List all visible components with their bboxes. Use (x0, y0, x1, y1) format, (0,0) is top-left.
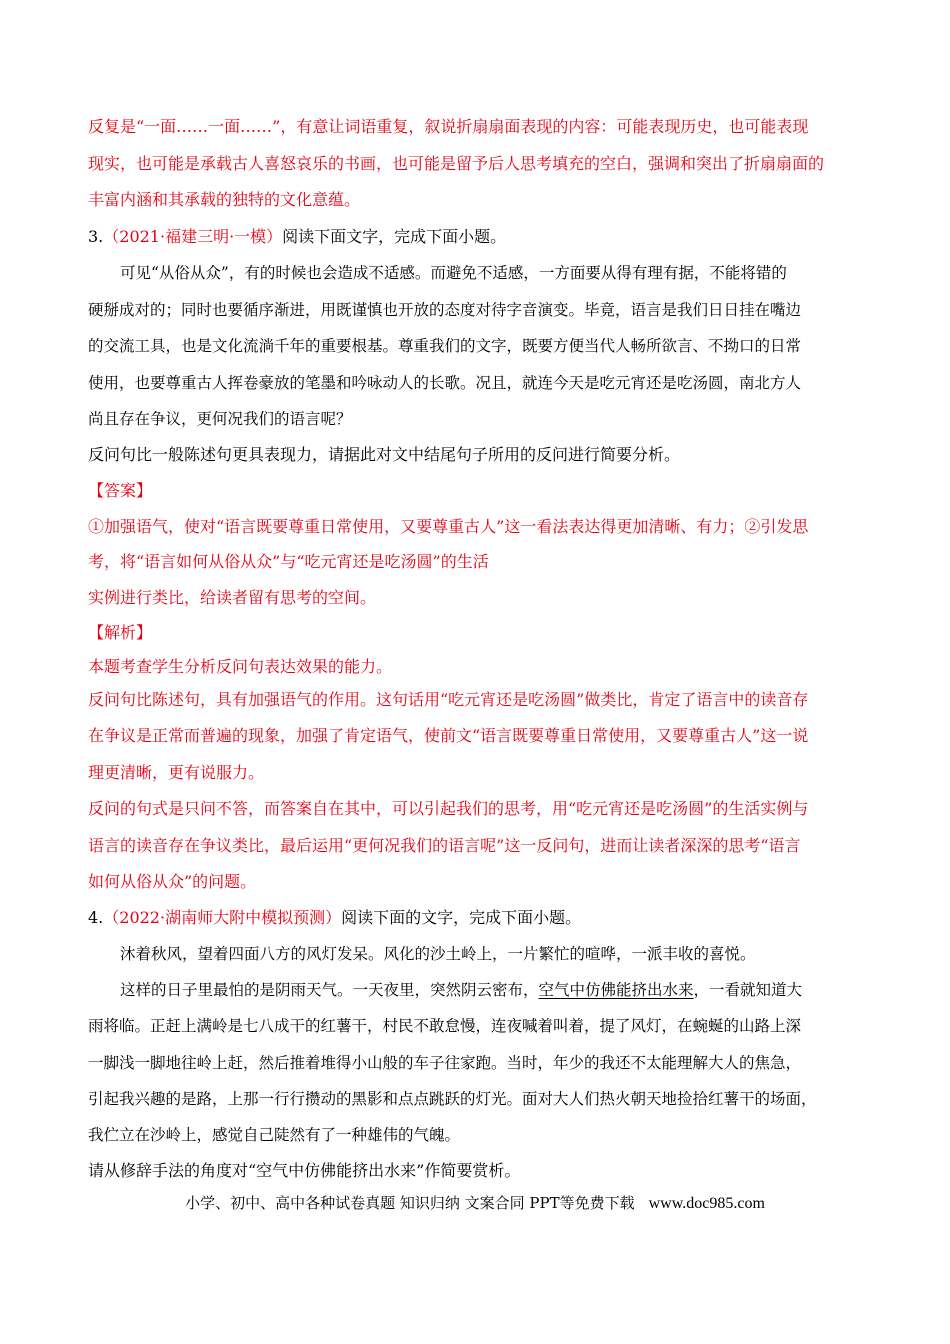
q4-passage-p2-line-4: 引起我兴趣的是路，上那一行行攒动的黑影和点点跳跃的灯光。面对大人们热火朝天地捡拾红薯干的场面， (88, 1090, 817, 1108)
q3-answer-line-1: ①加强语气，使对“语言既要尊重日常使用，又要尊重古人”这一看法表达得更加清晰、有力；②引发思 (88, 517, 809, 536)
q4-passage-p2-line-1 (120, 980, 900, 1000)
q3-answer-line-3: 实例进行类比，给读者留有思考的空间。 (88, 588, 377, 607)
q4-p2-pre: 这样的日子里最怕的是阴雨天气。一天夜里，突然阴云密布， (120, 981, 539, 999)
q3-analysis-line-3: 在争议是正常而普遍的现象，加强了肯定语气，使前文“语言既要尊重日常使用，又要尊重古人”这一说 (88, 726, 809, 745)
q3-source: （2021·福建三明·一模） (103, 227, 283, 246)
q4-heading (88, 908, 868, 928)
q4-underlined-sentence: 空气中仿佛能挤出水来 (538, 981, 694, 999)
q3-answer-line-2: 考，将“语言如何从俗从众”与“吃元宵还是吃汤圆”的生活 (88, 552, 489, 571)
q2-analysis-line-3: 丰富内涵和其承载的独特的文化意蕴。 (88, 190, 361, 209)
q4-passage-p2-line-5: 我伫立在沙岭上，感觉自己陡然有了一种雄伟的气魄。 (88, 1126, 461, 1144)
q4-passage-p2-line-2: 雨将临。正赶上满岭是七八成干的红薯干，村民不敢怠慢，连夜喊着叫着，提了风灯，在蜿蜒的山路上深 (88, 1017, 802, 1035)
q2-analysis-line-1: 反复是“一面……一面……”，有意让词语重复，叙说折扇扇面表现的内容：可能表现历史，也可能表现 (88, 117, 809, 136)
q3-passage-line-4: 使用，也要尊重古人挥卷豪放的笔墨和吟咏动人的长歌。况且，就连今天是吃元宵还是吃汤圆，南北方人 (88, 374, 802, 392)
q3-passage-line-5: 尚且存在争议，更何况我们的语言呢？ (88, 410, 352, 428)
q4-number: 4. (88, 908, 104, 927)
q3-passage-line-1: 可见“从俗从众”，有的时候也会造成不适感。而避免不适感，一方面要从得有理有据，不能将错的 (120, 264, 787, 282)
q4-instruction: 阅读下面的文字，完成下面小题。 (341, 908, 582, 927)
q3-instruction: 阅读下面文字，完成下面小题。 (282, 227, 507, 246)
q3-number: 3. (88, 227, 104, 246)
q3-analysis-line-6: 语言的读音存在争议类比，最后运用“更何况我们的语言呢”这一反问句，进而让读者深深的思考“语言 (88, 836, 801, 855)
q4-question: 请从修辞手法的角度对“空气中仿佛能挤出水来”作简要赏析。 (88, 1161, 521, 1180)
q3-analysis-line-2: 反问句比陈述句，具有加强语气的作用。这句话用“吃元宵还是吃汤圆”做类比，肯定了语言中的读音存 (88, 690, 809, 709)
q3-passage-line-2: 硬掰成对的；同时也要循序渐进，用既谨慎也开放的态度对待字音演变。毕竟，语言是我们日日挂在嘴边 (88, 301, 802, 319)
q3-heading (88, 227, 868, 247)
q4-passage-p1: 沐着秋风，望着四面八方的风灯发呆。风化的沙土岭上，一片繁忙的喧哗，一派丰收的喜悦。 (120, 945, 756, 963)
q3-answer-label: 【答案】 (88, 481, 153, 500)
q4-p2-post: ，一看就知道大 (693, 981, 803, 999)
q3-analysis-line-5: 反问的句式是只问不答，而答案自在其中，可以引起我们的思考，用“吃元宵还是吃汤圆”的生活实例与 (88, 799, 809, 818)
q3-analysis-label: 【解析】 (88, 623, 153, 642)
footer-text: 小学、初中、高中各种试卷真题 知识归纳 文案合同 PPT等免费下载 (185, 1194, 635, 1212)
q2-analysis-line-2: 现实，也可能是承载古人喜怒哀乐的书画，也可能是留予后人思考填充的空白，强调和突出了折扇扇面的 (88, 154, 825, 173)
q3-analysis-line-7: 如何从俗从众”的问题。 (88, 872, 257, 891)
q3-question: 反问句比一般陈述句更具表现力，请据此对文中结尾句子所用的反问进行简要分析。 (88, 445, 681, 464)
page-footer (0, 1193, 950, 1214)
q4-passage-p2-line-3: 一脚浅一脚地往岭上赶，然后推着堆得小山般的车子往家跑。当时，年少的我还不太能理解大人的焦急， (88, 1054, 802, 1072)
q3-analysis-line-4: 理更清晰，更有说服力。 (88, 763, 265, 782)
q3-analysis-line-1: 本题考查学生分析反问句表达效果的能力。 (88, 657, 393, 676)
footer-url[interactable]: www.doc985.com (648, 1195, 765, 1212)
q4-source: （2022·湖南师大附中模拟预测） (103, 908, 342, 927)
q3-passage-line-3: 的交流工具，也是文化流淌千年的重要根基。尊重我们的文字，既要方便当代人畅所欲言、不拗口的日常 (88, 337, 802, 355)
